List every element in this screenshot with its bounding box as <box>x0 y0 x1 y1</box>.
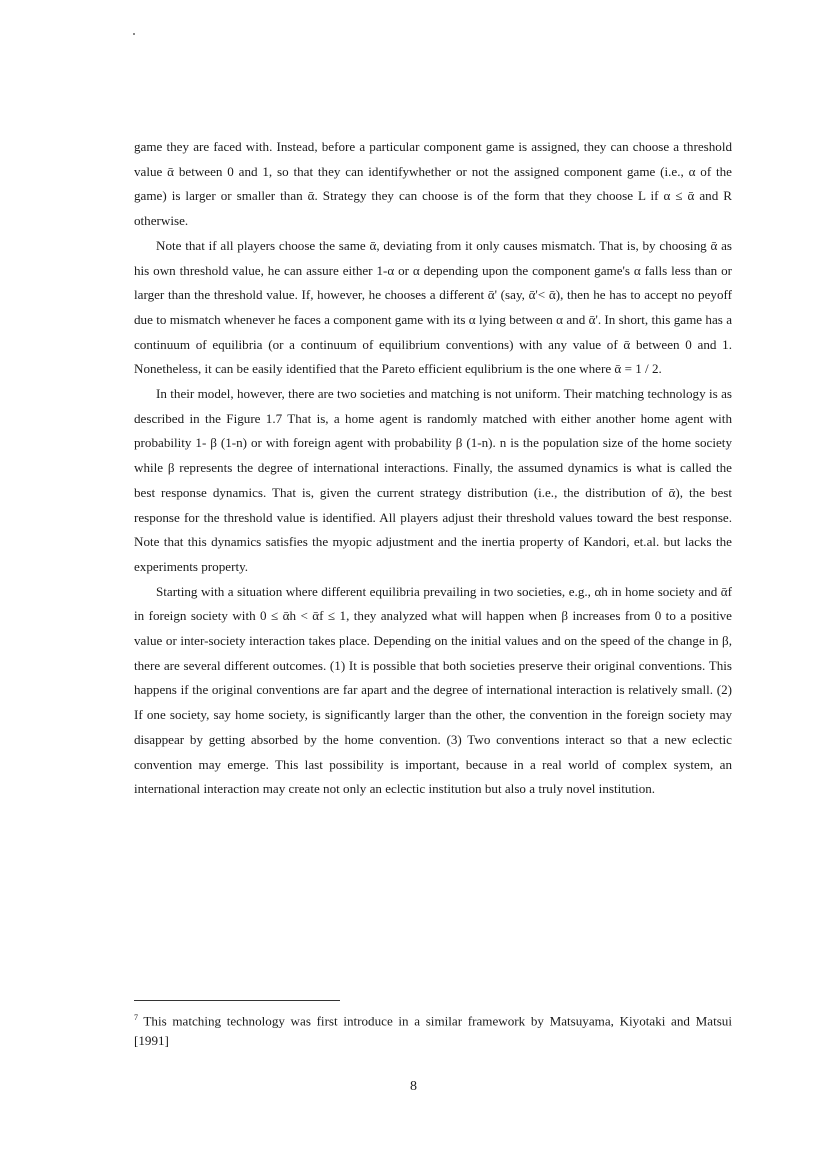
footnote <box>134 1008 732 1051</box>
paragraph-1: game they are faced with. Instead, before a particular component game is assigned, they can choose a threshold value ᾱ between 0 and 1, so that they can identifywhether or not the assigned component game (i.e., α of the game) is larger or smaller than ᾱ. Strategy they can choose is of the form that they choose L if α ≤ ᾱ and R otherwise. <box>134 139 732 229</box>
footnote-marker: 7 <box>134 1013 138 1022</box>
footnote-separator <box>134 1000 340 1001</box>
paragraph-2: Note that if all players choose the same ᾱ, deviating from it only causes mismatch. That is, by choosing ᾱ as his own threshold value, he can assure either 1-α or α depending upon the component game's α falls less than or larger than the threshold value. If, however, he chooses a different ᾱ' (say, ᾱ'< ᾱ), then he has to accept no peyoff due to mismatch whenever he faces a component game with its α lying between α and ᾱ'. In short, this game has a continuum of equilibria (or a continuum of equilibrium conventions) with any value of ᾱ between 0 and 1. Nonetheless, it can be easily identified that the Pareto efficient equlibrium is the one where ᾱ = 1 / 2. <box>134 237 732 377</box>
paragraph-3: In their model, however, there are two societies and matching is not uniform. Their matching technology is as described in the Figure 1.7 That is, a home agent is randomly matched with either another home agent with probability 1- β (1-n) or with foreign agent with probability β (1-n). n is the population size of the home society while β represents the degree of international interactions. Finally, the assumed dynamics is what is called the best response dynamics. That is, given the current strategy distribution (i.e., the distribution of ᾱ), the best response for the threshold value is identified. All players adjust their threshold values toward the best response. Note that this dynamics satisfies the myopic adjustment and the inertia property of Kandori, et.al. but lacks the experiments property. <box>134 386 732 574</box>
scan-speck <box>133 33 135 35</box>
page-number: 8 <box>410 1079 417 1094</box>
footnote-text: This matching technology was first introduce in a similar framework by Matsuyama, Kiyotaki and Matsui [1991] <box>134 1013 732 1049</box>
body-text <box>134 135 732 802</box>
paragraph-4: Starting with a situation where different equilibria prevailing in two societies, e.g., αh in home society and ᾱf in foreign society with 0 ≤ ᾱh < ᾱf ≤ 1, they analyzed what will happen when β increases from 0 to a positive value or inter-society interaction takes place. Depending on the initial values and on the speed of the change in β, there are several different outcomes. (1) It is possible that both societies preserve their original conventions. This happens if the original conventions are far apart and the degree of international interaction is relatively small. (2) If one society, say home society, is significantly larger than the other, the convention in the foreign society may disappear by getting absorbed by the home convention. (3) Two conventions interact so that a new eclectic convention may emerge. This last possibility is important, because in a real world of complex system, an international interaction may create not only an eclectic institution but also a truly novel institution. <box>134 583 732 797</box>
